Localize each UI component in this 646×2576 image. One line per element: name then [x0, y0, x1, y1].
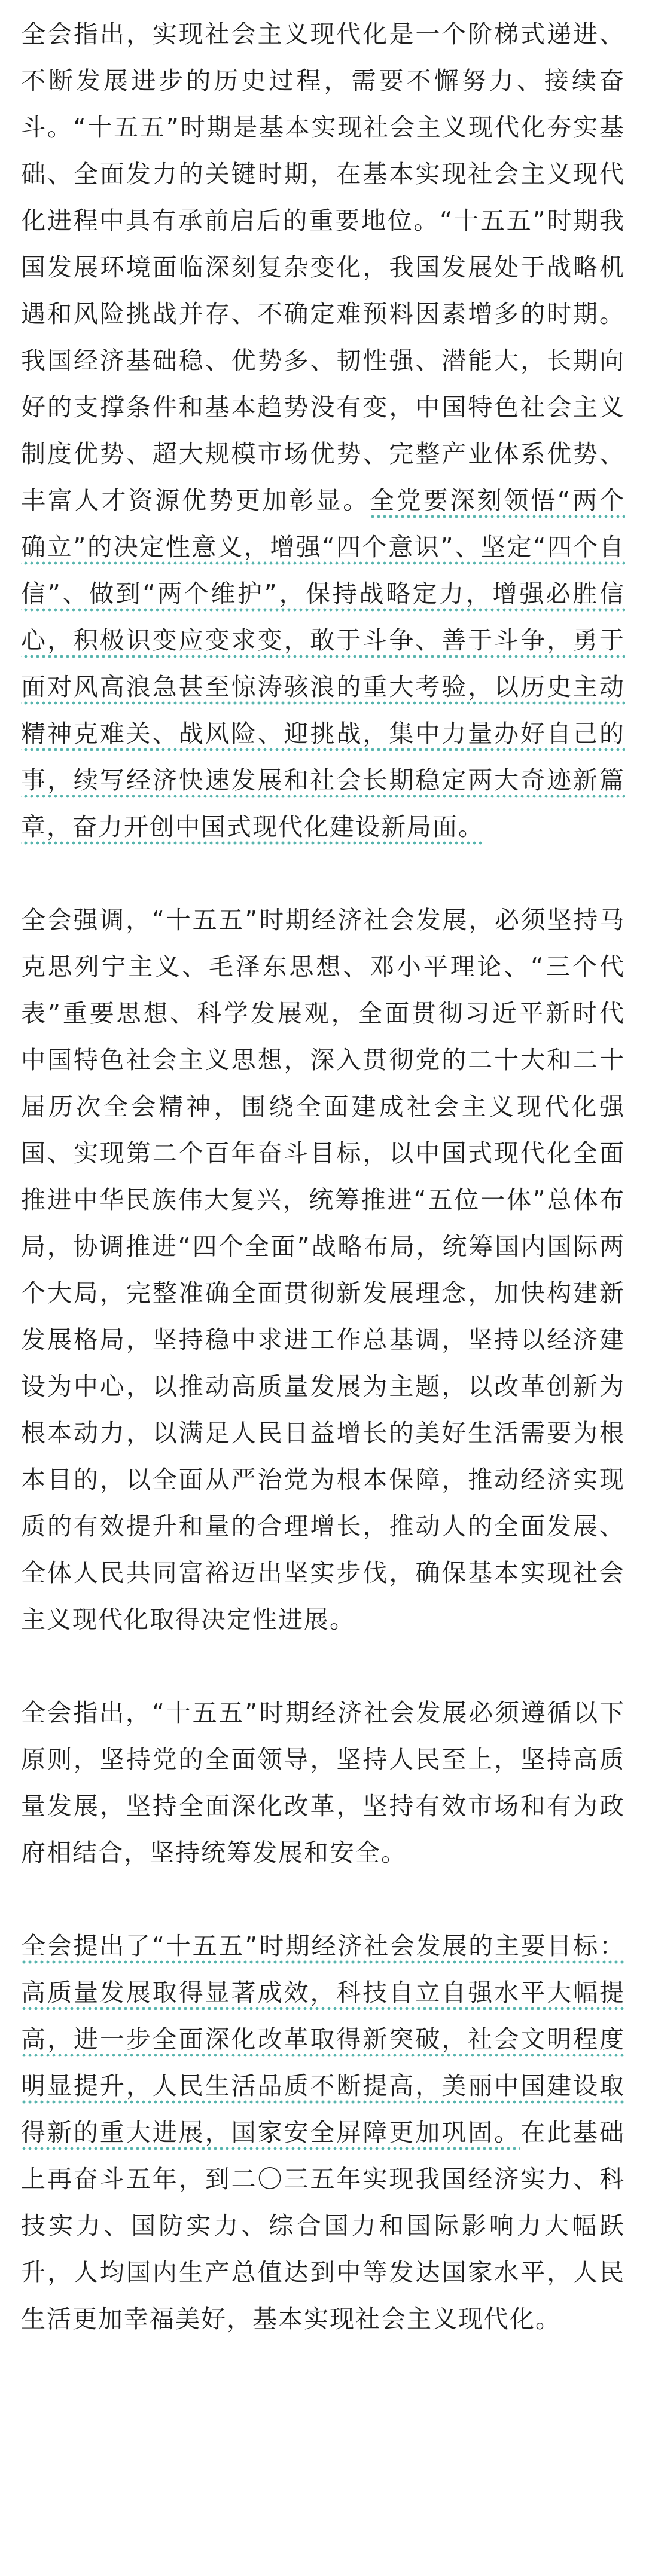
paragraph-gap	[21, 1876, 625, 1923]
paragraph-1-highlight: 全党要深刻领悟“两个确立”的决定性意义，增强“四个意识”、坚定“四个自信”、做到“两个维护”，保持战略定力，增强必胜信心，积极识变应变求变，敢于斗争、善于斗争，勇于面对风高浪急甚至惊涛骇浪的重大考验，以历史主动精神克难关、战风险、迎挑战，集中力量办好自己的事，续写经济快速发展和社会长期稳定两大奇迹新篇章，奋力开创中国式现代化建设新局面。	[21, 486, 625, 845]
paragraph-4	[21, 1923, 625, 2342]
paragraph-gap	[21, 1643, 625, 1689]
paragraph-3-text: 全会指出，“十五五”时期经济社会发展必须遵循以下原则，坚持党的全面领导，坚持人民至上，坚持高质量发展，坚持全面深化改革，坚持有效市场和有为政府相结合，坚持统筹发展和安全。	[21, 1698, 625, 1867]
paragraph-4-highlight: 全会提出了“十五五”时期经济社会发展的主要目标：高质量发展取得显著成效，科技自立自强水平大幅提高，进一步全面深化改革取得新突破，社会文明程度明显提升，人民生活品质不断提高，美丽中国建设取得新的重大进展，国家安全屏障更加巩固。	[21, 1932, 625, 2150]
paragraph-1-text: 全会指出，实现社会主义现代化是一个阶梯式递进、不断发展进步的历史过程，需要不懈努力、接续奋斗。“十五五”时期是基本实现社会主义现代化夯实基础、全面发力的关键时期，在基本实现社会主义现代化进程中具有承前启后的重要地位。“十五五”时期我国发展环境面临深刻复杂变化，我国发展处于战略机遇和风险挑战并存、不确定难预料因素增多的时期。我国经济基础稳、优势多、韧性强、潜能大，长期向好的支撑条件和基本趋势没有变，中国特色社会主义制度优势、超大规模市场优势、完整产业体系优势、丰富人才资源优势更加彰显。	[21, 20, 625, 515]
paragraph-2	[21, 897, 625, 1643]
paragraph-gap	[21, 850, 625, 897]
paragraph-4-text: 在此基础上再奋斗五年，到二〇三五年实现我国经济实力、科技实力、国防实力、综合国力和国际影响力大幅跃升，人均国内生产总值达到中等发达国家水平，人民生活更加幸福美好，基本实现社会主义现代化。	[21, 2118, 626, 2333]
paragraph-3	[21, 1689, 625, 1876]
paragraph-1	[21, 11, 625, 850]
paragraph-2-text: 全会强调，“十五五”时期经济社会发展，必须坚持马克思列宁主义、毛泽东思想、邓小平理论、“三个代表”重要思想、科学发展观，全面贯彻习近平新时代中国特色社会主义思想，深入贯彻党的二十大和二十届历次全会精神，围绕全面建成社会主义现代化强国、实现第二个百年奋斗目标，以中国式现代化全面推进中华民族伟大复兴，统筹推进“五位一体”总体布局，协调推进“四个全面”战略布局，统筹国内国际两个大局，完整准确全面贯彻新发展理念，加快构建新发展格局，坚持稳中求进工作总基调，坚持以经济建设为中心，以推动高质量发展为主题，以改革创新为根本动力，以满足人民日益增长的美好生活需要为根本目的，以全面从严治党为根本保障，推动经济实现质的有效提升和量的合理增长，推动人的全面发展、全体人民共同富裕迈出坚实步伐，确保基本实现社会主义现代化取得决定性进展。	[21, 906, 625, 1634]
